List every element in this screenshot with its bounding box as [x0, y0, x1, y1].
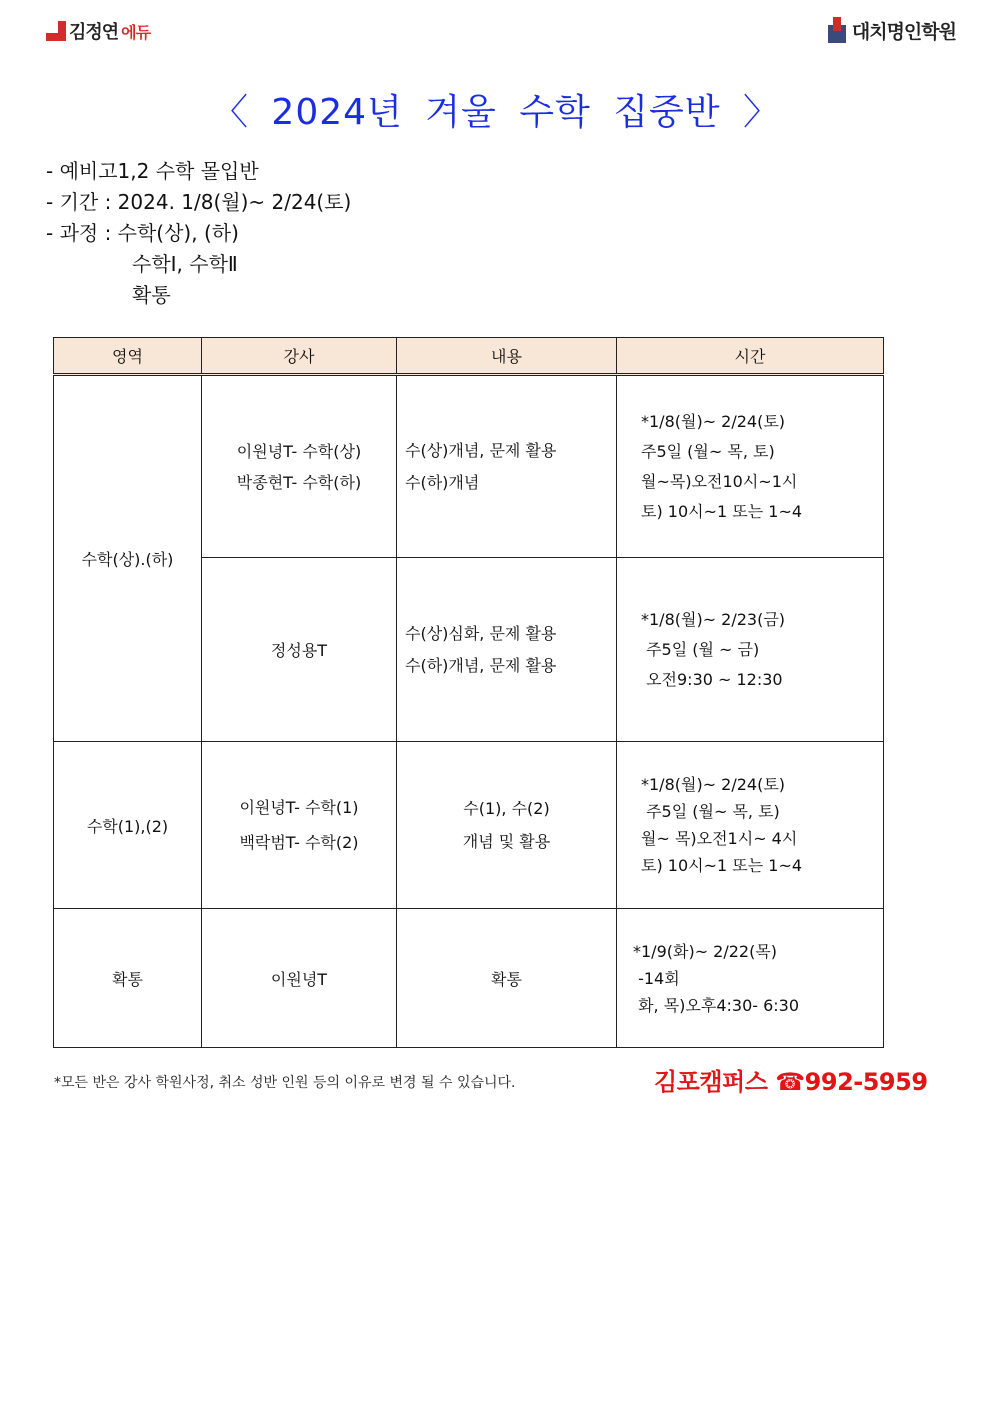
info-line: - 기간 : 2024. 1/8(월)~ 2/24(토): [46, 190, 352, 214]
teacher-cell: [202, 742, 397, 909]
schedule-table: [53, 337, 884, 1048]
content-line: 개념 및 활용: [462, 832, 551, 851]
content-cell: 확통: [397, 909, 617, 1048]
content-cell: [397, 558, 617, 742]
time-cell: [617, 909, 884, 1048]
content-line: 수(1), 수(2): [463, 799, 550, 818]
kimjeongyeon-logo: [46, 18, 150, 44]
column-header: 내용: [397, 338, 617, 375]
teacher-cell: 정성용T: [202, 558, 397, 742]
content-cell: [397, 742, 617, 909]
logo-sub: 에듀: [121, 22, 151, 42]
time-line: *1/9(화)~ 2/22(목): [633, 941, 778, 961]
time-line: 화, 목)오후4:30- 6:30: [633, 995, 800, 1015]
time-line: *1/8(월)~ 2/23(금): [641, 609, 786, 629]
teacher-cell: [202, 375, 397, 558]
campus-name: 김포캠퍼스: [654, 1068, 768, 1096]
course-info: [46, 156, 351, 311]
table-header-row: [54, 338, 884, 375]
time-line: 월~목)오전10시~1시: [641, 471, 798, 491]
table-row: [54, 375, 884, 558]
daechi-logo: [828, 16, 956, 44]
time-line: 주5일 (월 ~ 금): [641, 639, 760, 659]
content-line: 수(하)개념: [405, 472, 480, 492]
info-line: 확통: [132, 283, 171, 307]
info-line: - 예비고1,2 수학 몰입반: [46, 159, 259, 183]
content-line: 수(상)개념, 문제 활용: [405, 440, 557, 460]
page-title: 〈 2024년 겨울 수학 집중반 〉: [211, 92, 781, 133]
time-line: -14회: [633, 968, 680, 988]
time-cell: [617, 375, 884, 558]
time-line: *1/8(월)~ 2/24(토): [641, 775, 786, 794]
footnote: *모든 반은 강사 학원사정, 취소 성반 인원 등의 이유로 변경 될 수 있습니다.: [54, 1075, 516, 1091]
time-line: 주5일 (월~ 목, 토): [641, 441, 775, 461]
time-line: 토) 10시~1 또는 1~4: [641, 856, 803, 875]
teacher-line: 이원녕T- 수학(상): [236, 441, 362, 461]
campus-phone: ☎992-5959: [775, 1068, 928, 1096]
time-line: *1/8(월)~ 2/24(토): [641, 411, 786, 431]
column-header: 시간: [617, 338, 884, 375]
content-cell: [397, 375, 617, 558]
academy-mark-icon: [828, 17, 846, 43]
area-cell: 수학(상).(하): [54, 375, 202, 742]
time-line: 토) 10시~1 또는 1~4: [641, 501, 803, 521]
teacher-line: 박종현T- 수학(하): [236, 472, 362, 492]
time-line: 주5일 (월~ 목, 토): [641, 802, 780, 821]
time-line: 오전9:30 ~ 12:30: [641, 669, 783, 689]
table-row: [54, 742, 884, 909]
logo-mark-icon: [46, 21, 66, 41]
time-line: 월~ 목)오전1시~ 4시: [641, 829, 798, 848]
time-cell: [617, 558, 884, 742]
area-cell: 수학(1),(2): [54, 742, 202, 909]
info-line: - 과정 : 수학(상), (하): [46, 221, 239, 245]
column-header: 강사: [202, 338, 397, 375]
time-cell: [617, 742, 884, 909]
info-line: 수학Ⅰ, 수학Ⅱ: [132, 252, 238, 276]
content-line: 수(하)개념, 문제 활용: [405, 655, 557, 675]
teacher-line: 백락범T- 수학(2): [239, 833, 359, 852]
area-cell: 확통: [54, 909, 202, 1048]
campus-contact: [654, 1062, 928, 1097]
academy-name: 대치명인학원: [851, 20, 956, 43]
table-row: [54, 909, 884, 1048]
teacher-cell: 이원녕T: [202, 909, 397, 1048]
content-line: 수(상)심화, 문제 활용: [405, 623, 557, 643]
column-header: 영역: [54, 338, 202, 375]
teacher-line: 이원녕T- 수학(1): [239, 798, 359, 817]
logo-name: 김정연: [69, 22, 119, 43]
